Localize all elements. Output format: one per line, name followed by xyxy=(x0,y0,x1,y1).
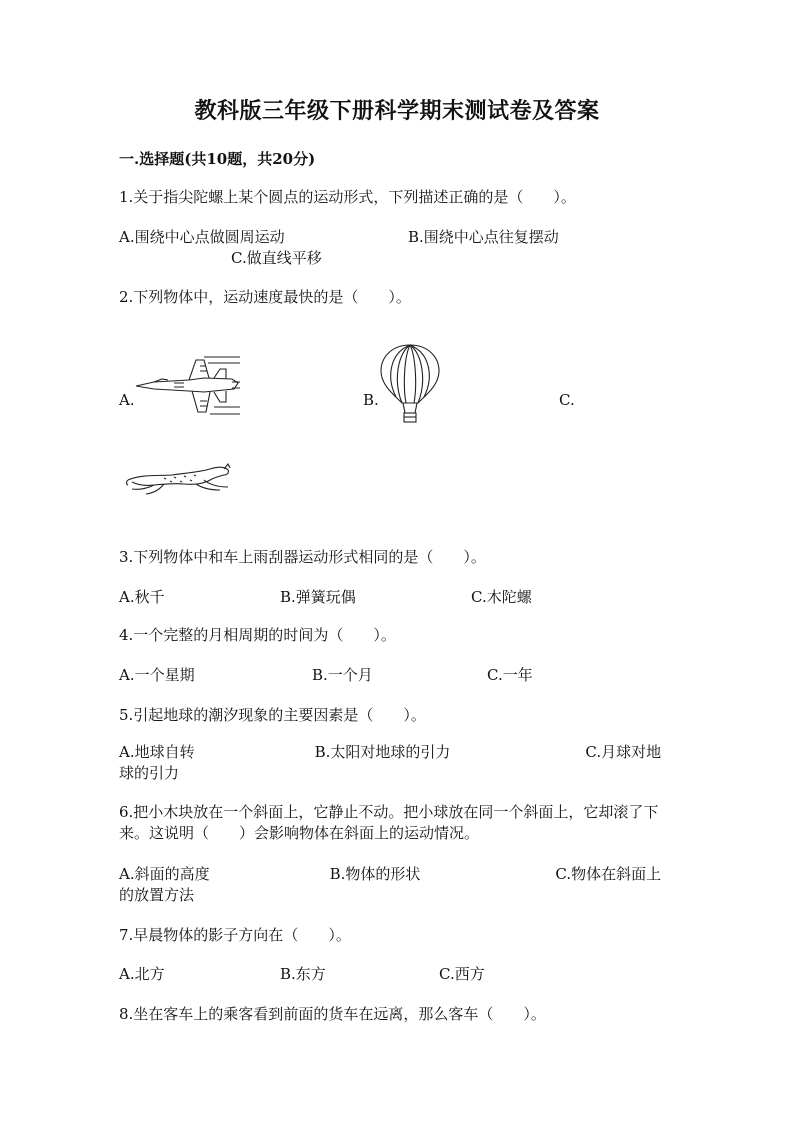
hot-air-balloon-image xyxy=(378,343,442,425)
question-1-stem: 1.关于指尖陀螺上某个圆点的运动形式，下列描述正确的是（ ）。 xyxy=(119,188,576,206)
question-2-option-b: B. xyxy=(363,391,379,409)
question-5-stem: 5.引起地球的潮汐现象的主要因素是（ ）。 xyxy=(119,706,426,724)
question-4-stem: 4.一个完整的月相周期的时间为（ ）。 xyxy=(119,626,396,644)
question-3-stem: 3.下列物体中和车上雨刮器运动形式相同的是（ ）。 xyxy=(119,548,486,566)
question-4-option-b: B.一个月 xyxy=(312,666,373,684)
question-2-option-a: A. xyxy=(119,391,135,409)
question-6-stem: 6.把小木块放在一个斜面上，它静止不动。把小球放在同一个斜面上，它却滚了下来。这说明（ ）会影响物体在斜面上的运动情况。 xyxy=(119,803,659,842)
section-heading: 一.选择题(共10题，共20分) xyxy=(119,150,316,168)
question-2-option-c: C. xyxy=(559,391,575,409)
question-3-option-b: B.弹簧玩偶 xyxy=(280,588,356,606)
question-2-stem: 2.下列物体中，运动速度最快的是（ ）。 xyxy=(119,288,411,306)
question-7-option-a: A.北方 xyxy=(119,965,165,983)
question-8-stem: 8.坐在客车上的乘客看到前面的货车在远离，那么客车（ ）。 xyxy=(119,1005,546,1023)
question-1-option-c: C.做直线平移 xyxy=(231,249,322,267)
question-4-option-a: A.一个星期 xyxy=(119,666,195,684)
page-title: 教科版三年级下册科学期末测试卷及答案 xyxy=(194,98,600,124)
cheetah-image xyxy=(124,460,234,496)
question-4-option-c: C.一年 xyxy=(487,666,533,684)
question-1-option-a: A.围绕中心点做圆周运动 xyxy=(119,228,285,246)
question-7-option-b: B.东方 xyxy=(280,965,326,983)
question-1-option-b: B.围绕中心点往复摆动 xyxy=(408,228,559,246)
question-3-option-a: A.秋千 xyxy=(119,588,165,606)
question-3-option-c: C.木陀螺 xyxy=(471,588,532,606)
question-7-stem: 7.早晨物体的影子方向在（ ）。 xyxy=(119,926,351,944)
question-5-options: A.地球自转 B.太阳对地球的引力 C.月球对地球的引力 xyxy=(119,743,662,782)
question-6-options: A.斜面的高度 B.物体的形状 C.物体在斜面上的放置方法 xyxy=(119,865,662,904)
question-7-option-c: C.西方 xyxy=(439,965,485,983)
fighter-jet-image xyxy=(134,355,242,417)
